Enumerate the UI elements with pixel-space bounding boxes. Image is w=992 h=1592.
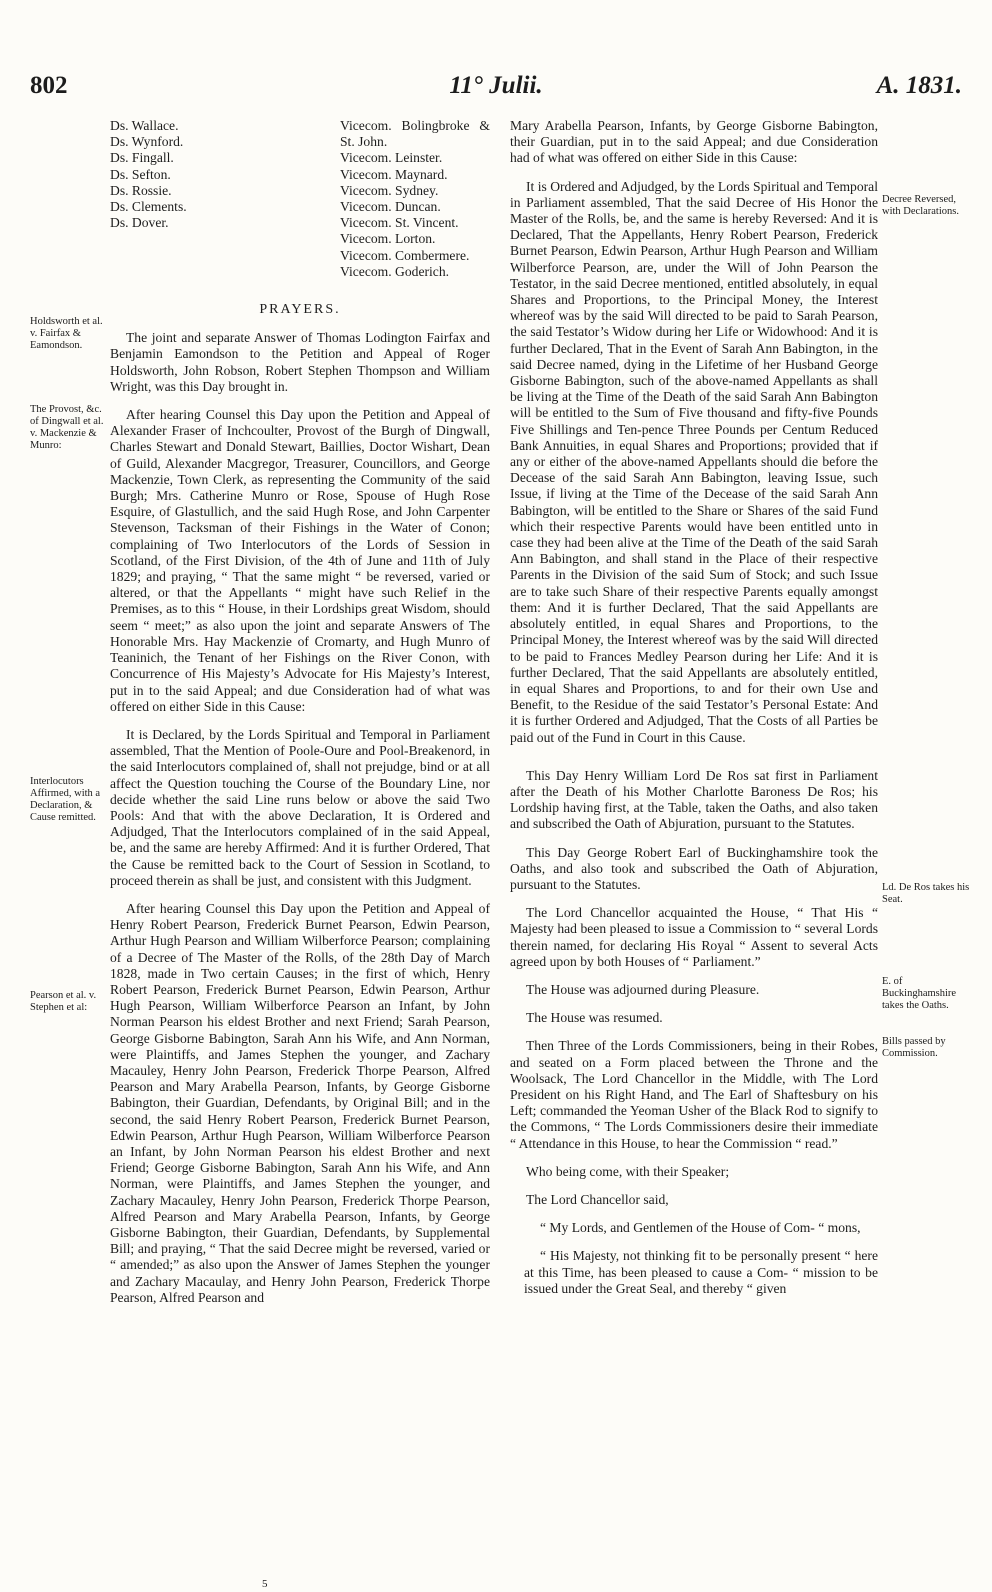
margin-note: Decree Reversed, with Declarations. xyxy=(882,194,959,217)
lords-list xyxy=(110,118,490,280)
lord-entry: Vicecom. Bolingbroke & St. John. xyxy=(340,118,490,150)
lord-entry: Ds. Wallace. xyxy=(110,118,179,133)
lords-list-viscounts xyxy=(340,118,490,280)
lord-entry: Vicecom. Combermere. xyxy=(340,247,470,263)
paragraph: This Day George Robert Earl of Buckinghamshire took the Oaths, and also took and subscribed the Oath of Abjuration, pursuant to the Statutes. xyxy=(510,844,878,892)
left-column xyxy=(110,118,490,1318)
lord-entry: Vicecom. St. Vincent. xyxy=(340,215,459,231)
lord-entry: Ds. Sefton. xyxy=(110,166,171,182)
quote-paragraph: “ My Lords, and Gentlemen of the House of Com- “ mons, xyxy=(540,1220,861,1236)
page-date: 11° Julii. xyxy=(449,72,543,99)
margin-note: Interlocutors Affirmed, with a Declaration, & Cause remitted. xyxy=(30,776,101,823)
lord-entry: Vicecom. Maynard. xyxy=(340,166,448,182)
lord-entry: Vicecom. Duncan. xyxy=(340,199,441,215)
lord-entry: Vicecom. Leinster. xyxy=(340,150,443,166)
prayers-heading: PRAYERS. xyxy=(259,302,341,318)
margin-note: Holdsworth et al. v. Fairfax & Eamondson. xyxy=(30,316,103,351)
paragraph: After hearing Counsel this Day upon the Petition and Appeal of Henry Robert Pearson, Frederick Burnet Pearson, Edwin Pearson, Arthur Hugh Pearson and William Wilberforce Pearson; complaining of a Decree of The Master of the Rolls, of the 28th Day of March 1828, made in Two certain Causes; in the first of which, Henry Robert Pearson, Frederick Burnet Pearson, Edwin Pearson, Arthur Hugh Pearson, William Wilberforce Pearson an Infant, by John Norman Pearson his eldest Brother and next Friend; Sarah Pearson, George Gisborne Babington, Sarah Ann his Wife, and Ann Norman, were Plaintiffs, and James Stephen the younger, and Zachary Macauley, Henry John Pearson, Frederick Thorpe Pearson, Alfred Pearson and Mary Arabella Pearson, Infants, by George Gisborne Babington, their Guardian, Defendants, by Original Bill; and in the second, the said Henry Robert Pearson, Frederick Burnet Pearson, Edwin Pearson, Arthur Hugh Pearson, William Wilberforce Pearson an Infant, by John Norman Pearson his eldest Brother and next Friend; George Gisborne Babington, Sarah Ann his Wife, and Ann Norman, were Plaintiffs, and James Stephen the younger, and Zachary Macauley, Henry John Pearson, Frederick Thorpe Pearson, Alfred Pearson and Mary Arabella Pearson, Infants, by George Gisborne Babington, their Guardian, Defendants, by Supplemental Bill; and praying, “ That the said Decree might be reversed, varied or “ amended;” as also upon the Answer of James Stephen the younger and Zachary Macaulay, and Henry John Pearson, Frederick Thorpe Pearson, Alfred Pearson and xyxy=(110,900,490,1305)
margin-note: The Provost, &c. of Dingwall et al. v. Mackenzie & Munro: xyxy=(30,404,104,451)
lord-entry: Ds. Rossie. xyxy=(110,182,172,198)
paragraph: This Day Henry William Lord De Ros sat first in Parliament after the Death of his Mother Charlotte Baroness De Ros; his Lordship having first, at the Table, taken the Oaths, and also taken and subscribed the Oath of Abjuration, pursuant to the Statutes. xyxy=(510,767,878,832)
paragraph: After hearing Counsel this Day upon the Petition and Appeal of Alexander Fraser of Inchcoulter, Provost of the Burgh of Dingwall, Charles Stewart and Donald Stewart, Baillies, Doctor Wishart, Dean of Guild, Alexander Macgregor, Treasurer, Councillors, and George Mackenzie, Town Clerk, as representing the Community of the said Burgh; Mrs. Catherine Munro or Rose, Spouse of Hugh Rose Esquire, of Glastullich, and the said Hugh Rose, and John Carpenter Stevenson, Tacksman of their Fishings in the Water of Conon; complaining of Two Interlocutors of the Lords of Session in Scotland, of the First Division, of the 4th of June and 11th of July 1829; and praying, “ That the same might “ be reversed, varied or altered, or that the Appellants “ might have such Relief in the Premises, as to this “ House, in their Lordships great Wisdom, should seem “ meet;” as also upon the joint and separate Answers of The Honorable Mrs. Hay Mackenzie of Cromarty, and Hugh Munro of Teaninich, the Tenant of her Fishings on the River Conon, with Concurrence of His Majesty’s Advocate for His Majesty’s Interest, put in to the said Appeal; and due Consideration had of what was offered on either Side in this Cause: xyxy=(110,407,490,714)
margin-note: Ld. De Ros takes his Seat. xyxy=(882,882,970,905)
margin-note: Pearson et al. v. Stephen et al: xyxy=(30,990,97,1013)
lords-list-barons xyxy=(110,118,330,280)
paragraph: Mary Arabella Pearson, Infants, by George Gisborne Babington, their Guardian, put in to the said Appeal; and due Consideration had of what was offered on either Side in this Cause: xyxy=(510,118,878,166)
paragraph: The Lord Chancellor acquainted the House, “ That His “ Majesty had been pleased to issue a Commission to “ several Lords therein named, for declaring His Royal “ Assent to several Acts agreed upon by both Houses of “ Parliament.” xyxy=(510,905,878,969)
paragraph: Who being come, with their Speaker; xyxy=(526,1163,730,1179)
page-number: 802 xyxy=(30,72,68,99)
lord-entry: Ds. Clements. xyxy=(110,199,187,215)
right-column xyxy=(510,118,878,1309)
lord-entry: Vicecom. Lorton. xyxy=(340,231,436,247)
signature-mark: 5 xyxy=(262,1578,268,1590)
margin-note: Bills passed by Commission. xyxy=(882,1036,946,1059)
paragraph: Then Three of the Lords Commissioners, being in their Robes, and seated on a Form placed between the Throne and the Woolsack, The Lord Chancellor in the Middle, with The Lord President on his Right Hand, and The Earl of Shaftesbury on his Left; commanded the Yeoman Usher of the Black Rod to signify to the Commons, “ The Lords Commissioners desire their immediate “ Attendance in this House, to hear the Commission “ read.” xyxy=(510,1038,878,1151)
page-header xyxy=(30,72,962,112)
paragraph: It is Ordered and Adjudged, by the Lords Spiritual and Temporal in Parliament assembled, That the said Decree of His Honor the Master of the Rolls, be, and the same is hereby Reversed: And it is Declared, That the Appellants, Henry Robert Pearson, Frederick Burnet Pearson, Edwin Pearson, Arthur Hugh Pearson and William Wilberforce Pearson, are, under the Will of John Pearson the Testator, in the said Decree mentioned, entitled absolutely, in equal Shares and Proportions, to the Principal Money, the Interest whereof was by the said Will directed to be paid to Sarah Pearson, the said Testator’s Widow during her Life or Widowhood: And it is further Declared, That in the Event of Sarah Ann Babington, in the said Decree named, dying in the Lifetime of her Husband George Gisborne Babington, such of the above-named Appellants as shall be living at the Time of the Death of the said Sarah Ann Babington will be entitled to the Sum of Five thousand and fifty-five Pounds Five Shillings and Ten-pence Three Pounds per Centum Reduced Bank Annuities, in equal Shares and Proportions; provided that if any or either of the above-named Appellants should die before the Decease of the said Sarah Ann Babington, leaving Issue, such Issue, if living at the Time of the Decease of the said Sarah Ann Babington, will be entitled to the Share or Shares of the said Fund which their respective Parents would have been entitled unto in case they had been alive at the Time of the Death of the said Sarah Ann Babington, and shall stand in the Place of their respective Parents in the Division of the said Sum of Stock; and such Issue are to take such Share of their respective Parents equally amongst them: And it is further Declared, That the said Appellants are absolutely entitled, in equal Shares and Proportions, to the Principal Money, the Interest whereof was by the said Will directed to be paid to Frances Medley Pearson during her Life: And it is further Declared, That the said Appellants are absolutely entitled, in equal Shares and Proportions, to and for their own Use and Benefit, to the Residue of the said Testator’s Personal Estate: And it is further Ordered and Adjudged, That the Costs of all Parties be paid out of the Fund in Court in this Cause. xyxy=(510,178,878,745)
lord-entry: Ds. Dover. xyxy=(110,215,169,231)
lord-entry: Ds. Wynford. xyxy=(110,134,184,150)
lord-entry: Ds. Fingall. xyxy=(110,150,174,166)
paragraph: The joint and separate Answer of Thomas Lodington Fairfax and Benjamin Eamondson to the Petition and Appeal of Roger Holdsworth, John Robson, Robert Stephen Thompson and William Wright, was this Day brought in. xyxy=(110,330,490,394)
lord-entry: Vicecom. Sydney. xyxy=(340,182,439,198)
paragraph: It is Declared, by the Lords Spiritual and Temporal in Parliament assembled, That the Mention of Poole-Oure and Pool-Breakenord, in the said Interlocutors complained of, shall not prejudge, bind or at all affect the Question touching the Course of the Boundary Line, nor decide whether the said Line runs below or above the said Two Pools: And that with the above Declaration, It is Ordered and Adjudged, That the Interlocutors complained of in the said Appeal, be, and the same are hereby Affirmed: And it is further Ordered, That the Cause be remitted back to the Court of Session in Scotland, to proceed therein as shall be just, and consistent with this Judgment. xyxy=(110,726,490,888)
page-year: A. 1831. xyxy=(876,72,962,99)
quote-paragraph: “ His Majesty, not thinking fit to be personally present “ here at this Time, has been pleased to cause a Com- “ mission to be issued under the Great Seal, and thereby “ given xyxy=(524,1248,878,1296)
margin-note: E. of Buckinghamshire takes the Oaths. xyxy=(882,976,957,1011)
paragraph: The Lord Chancellor said, xyxy=(526,1191,669,1207)
lord-entry: Vicecom. Goderich. xyxy=(340,263,450,279)
paragraph: The House was resumed. xyxy=(526,1010,663,1026)
paragraph: The House was adjourned during Pleasure. xyxy=(526,981,760,997)
